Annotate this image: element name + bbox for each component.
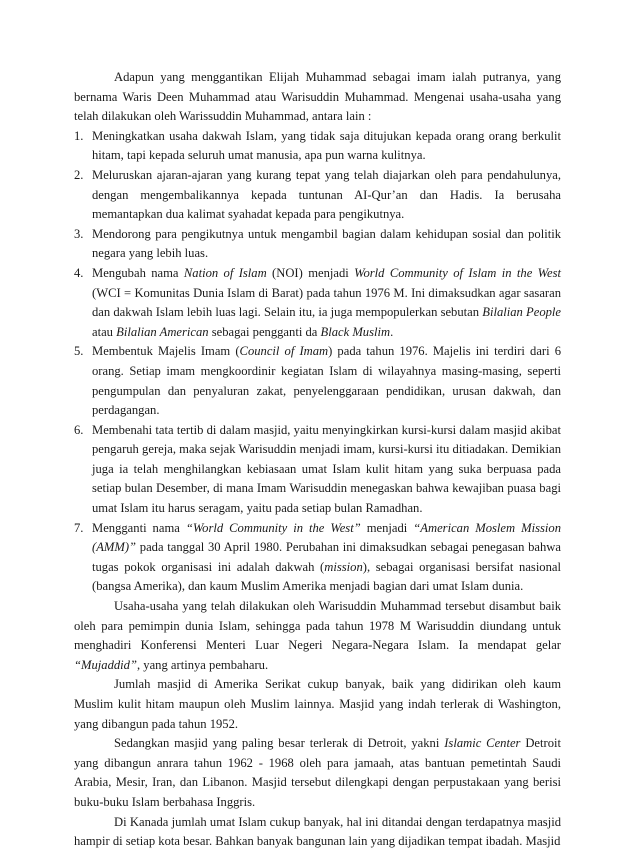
italic-term: Nation of Islam <box>183 265 267 280</box>
list-item <box>74 127 561 166</box>
list-item <box>74 421 561 519</box>
numbered-list <box>74 127 561 597</box>
list-item-text: Mengubah nama Nation of Islam (NOI) menjadi World Community of Islam in the West (WCI = Komunitas Dunia Islam di Barat) pada tahun 1976 M. Ini dimaksudkan agar sasaran dan dakwah Islam lebih luas lagi. Selain itu, ia juga mempopulerkan sebutan Bilalian People atau Bilalian American sebagai pengganti da Black Muslim. <box>92 265 561 339</box>
italic-term: “World Community in the West” <box>185 520 361 535</box>
paragraph: Usaha-usaha yang telah dilakukan oleh Warisuddin Muhammad tersebut disambut baik oleh para pemimpin dunia Islam, sehingga pada tahun 1978 M Warisuddin diundang untuk menghadiri Konferensi Menteri Luar Negeri Negara-Negara Islam. Ia mendapat gelar “Mujaddid”, yang artinya pembaharu. <box>74 599 561 672</box>
italic-term: Bilalian People <box>482 305 561 320</box>
list-number: 7. <box>74 520 84 535</box>
list-number: 3. <box>74 226 84 241</box>
list-item <box>74 225 561 264</box>
list-item <box>74 264 561 342</box>
list-item-text: Mendorong para pengikutnya untuk mengambil bagian dalam kehidupan sosial dan politik negara yang lebih luas. <box>92 226 561 261</box>
intro-paragraph: Adapun yang menggantikan Elijah Muhammad sebagai imam ialah putranya, yang bernama Waris Deen Muhammad atau Warisuddin Muhammad. Mengenai usaha-usaha yang telah dilakukan oleh Warissuddin Muhammad, antara lain : <box>74 70 561 124</box>
list-item <box>74 166 561 225</box>
italic-term: Bilalian American <box>116 324 209 339</box>
italic-term: Council of Imam <box>239 344 329 359</box>
italic-term: “American Moslem Mission (AMM)” <box>92 520 561 555</box>
list-item <box>74 342 561 420</box>
list-item-text: Membentuk Majelis Imam (Council of Imam) pada tahun 1976. Majelis ini terdiri dari 6 orang. Setiap imam mengkoordinir kegiatan Islam di wilayahnya masing-masing, seperti pengumpulan dan penyaluran zakat, penyelenggaraan pendidikan, urusan dakwah, dan perdagangan. <box>92 344 562 418</box>
list-item-text: Membenahi tata tertib di dalam masjid, yaitu menyingkirkan kursi-kursi dalam masjid akibat pengaruh gereja, maka sejak Warisuddin menjadi imam, kursi-kursi itu ditiadakan. Demikian juga ia telah menghilangkan kebiasaan umat Islam kulit hitam yang suka berpuasa pada setiap bulan Desember, di mana Imam Warisuddin menegaskan bahwa kewajiban puasa bagi umat Islam itu harus seragam, yaitu pada setiap bulan Ramadhan. <box>92 422 561 516</box>
list-item <box>74 519 561 597</box>
paragraph: Sedangkan masjid yang paling besar terlerak di Detroit, yakni Islamic Center Detroit yang dibangun anrara tahun 1962 - 1968 oleh para jamaah, atas bantuan pemetintah Saudi Arabia, Mesir, Iran, dan Libanon. Masjid tersebut dilengkapi dengan perpustakaan yang berisi buku-buku Islam berbahasa Inggris. <box>74 736 561 809</box>
italic-term: Islamic Center <box>444 736 521 751</box>
list-item-text: Meluruskan ajaran-ajaran yang kurang tepat yang telah diajarkan oleh para pendahulunya, dengan mengembalikannya kepada tuntunan AI-Qur’an dan Hadis. Ia berusaha memantapkan dua kalimat syahadat kepada para pengikutnya. <box>92 167 561 222</box>
list-number: 5. <box>74 344 84 359</box>
italic-term: “Mujaddid” <box>74 657 137 672</box>
paragraph: Jumlah masjid di Amerika Serikat cukup banyak, baik yang didirikan oleh kaum Muslim kulit hitam maupun oleh Muslim lainnya. Masjid yang indah terlerak di Washington, yang dibangun pada tahun 1952. <box>74 677 561 731</box>
list-number: 2. <box>74 167 84 182</box>
list-item-text: Meningkatkan usaha dakwah Islam, yang tidak saja ditujukan kepada orang orang berkulit hitam, tapi kepada seluruh umat manusia, apa pun warna kulitnya. <box>92 128 561 163</box>
list-number: 6. <box>74 422 84 437</box>
italic-term: Black Muslim <box>320 324 391 339</box>
italic-term: World Community of Islam in the West <box>354 265 561 280</box>
list-number: 4. <box>74 265 84 280</box>
list-number: 1. <box>74 128 84 143</box>
italic-term: mission <box>324 559 363 574</box>
text-body <box>74 68 561 852</box>
paragraph: Di Kanada jumlah umat Islam cukup banyak, hal ini ditandai dengan terdapatnya masjid hampir di setiap kota besar. Bahkan banyak bangunan lain yang dijadikan tempat ibadah. Masjid <box>74 814 561 849</box>
list-item-text: Mengganti nama “World Community in the West” menjadi “American Moslem Mission (AMM)” pada tanggal 30 April 1980. Perubahan ini dimaksudkan sebagai penegasan bahwa tugas pokok organisasi ini adalah dakwah (mission), sebagai organisasi bersifat nasional (bangsa Amerika), dan kaum Muslim Amerika menjadi bagian dari umat Islam dunia. <box>92 520 561 594</box>
